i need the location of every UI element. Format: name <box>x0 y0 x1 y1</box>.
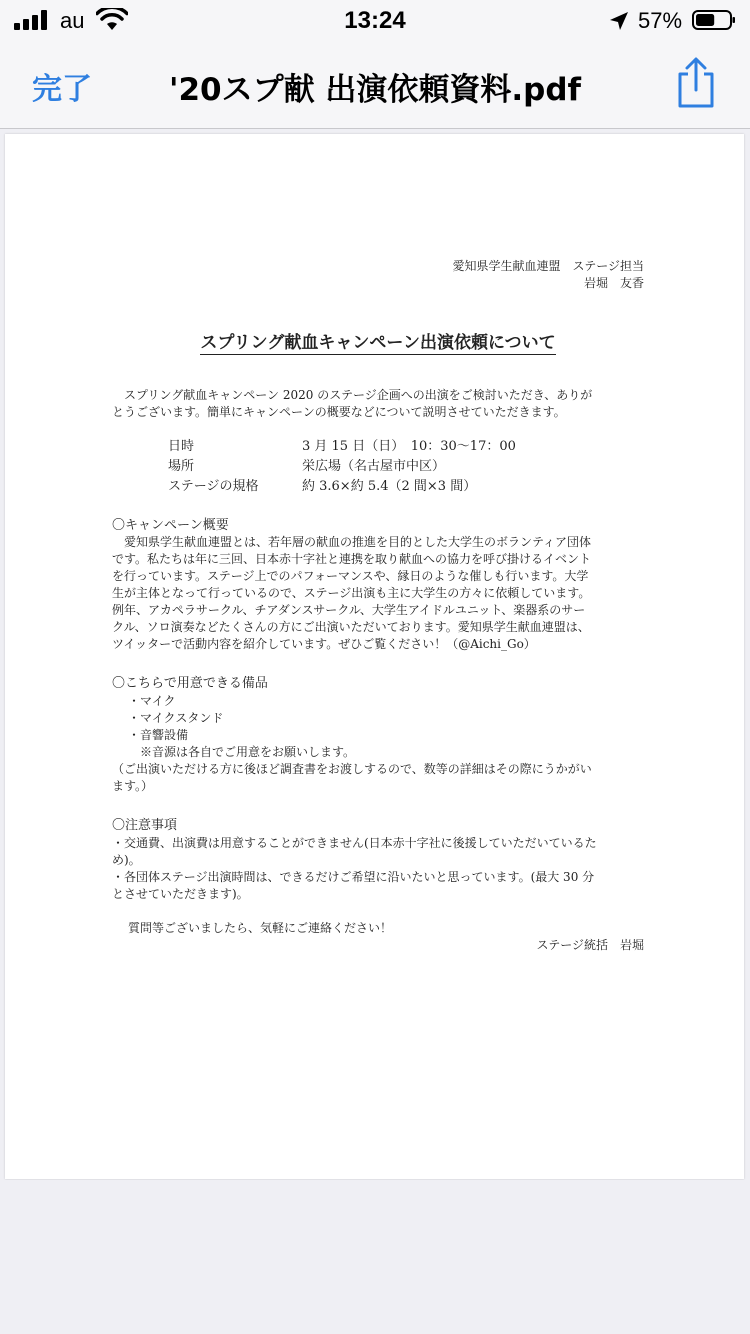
equipment-item: ・音響設備 <box>128 728 189 742</box>
overview-line: ツイッターで活動内容を紹介しています。ぜひご覧ください！（@Aichi_Go） <box>112 637 536 651</box>
notes-heading: 〇注意事項 <box>112 818 178 833</box>
navigation-bar <box>0 40 750 129</box>
notes-line: とさせていただきます)。 <box>112 887 249 901</box>
detail-label-place: 場所 <box>168 459 195 474</box>
detail-label-date: 日時 <box>168 439 195 454</box>
equipment-item: ・マイクスタンド <box>128 711 224 725</box>
document-heading-text: スプリング献血キャンペーン出演依頼について <box>200 333 556 353</box>
battery-percentage: 57% <box>638 8 683 33</box>
document-title: '20スプ献 出演依頼資料.pdf <box>168 72 582 108</box>
detail-label-stage: ステージの規格 <box>168 479 259 494</box>
pdf-page[interactable] <box>5 134 744 1179</box>
notes-line: ・交通費、出演費は用意することができません(日本赤十字社に後援していただいているた <box>112 836 597 850</box>
overview-line: 生が主体となって行っているので、ステージ出演も主に大学生の方々に依頼しています。 <box>112 586 591 600</box>
equipment-note: ※音源は各自でご用意をお願いします。 <box>140 745 356 759</box>
overview-line: 例年、アカペラサークル、チアダンスサークル、大学生アイドルユニット、楽器系のサー <box>112 603 586 617</box>
equipment-heading: 〇こちらで用意できる備品 <box>112 676 268 691</box>
sender-organization: 愛知県学生献血連盟 ステージ担当 <box>452 259 644 273</box>
done-button[interactable]: 完了 <box>32 72 92 107</box>
clock: 13:24 <box>344 7 406 34</box>
overview-line: を行っています。ステージ上でのパフォーマンスや、縁日のような催しも行います。大学 <box>112 569 589 583</box>
closing-text: 質問等ございましたら、気軽にご連絡ください！ <box>128 921 393 935</box>
sender-name: 岩堀 友香 <box>583 276 644 290</box>
background-area <box>0 1180 750 1334</box>
overview-line: です。私たちは年に三回、日本赤十字社と連携を取り献血への協力を呼び掛けるイベント <box>112 552 592 566</box>
overview-heading: 〇キャンペーン概要 <box>112 518 229 533</box>
location-arrow-icon <box>608 10 630 32</box>
signature: ステージ統括 岩堀 <box>536 938 644 952</box>
carrier-label: au <box>60 8 85 33</box>
equipment-extra-line: （ご出演いただける方に後ほど調査書をお渡しするので、数等の詳細はその際にうかがい <box>112 762 592 776</box>
battery-icon <box>692 10 736 30</box>
overview-line: クル、ソロ演奏などたくさんの方にご出演いただいております。愛知県学生献血連盟は、 <box>112 620 590 634</box>
overview-line: 愛知県学生献血連盟とは、若年層の献血の推進を目的とした大学生のボランティア団体 <box>124 535 592 549</box>
document-heading <box>112 328 644 353</box>
detail-value-place: 栄広場（名古屋市中区） <box>302 459 446 474</box>
status-bar <box>0 0 750 40</box>
share-icon[interactable] <box>674 56 718 110</box>
detail-value-date: 3 月 15 日（日） 10：30〜17：00 <box>302 439 516 454</box>
intro-line: とうございます。簡単にキャンペーンの概要などについて説明させていただきます。 <box>112 405 566 419</box>
equipment-item: ・マイク <box>128 694 176 708</box>
equipment-extra-line: ます。） <box>112 779 154 793</box>
notes-line: ・各団体ステージ出演時間は、できるだけご希望に沿いたいと思っています。(最大 30 分 <box>112 870 595 884</box>
intro-line: スプリング献血キャンペーン 2020 のステージ企画への出演をご検討いただき、ありが <box>124 388 593 402</box>
detail-value-stage: 約 3.6×約 5.4（2 間×3 間） <box>302 479 477 494</box>
notes-line: め)。 <box>112 853 141 867</box>
